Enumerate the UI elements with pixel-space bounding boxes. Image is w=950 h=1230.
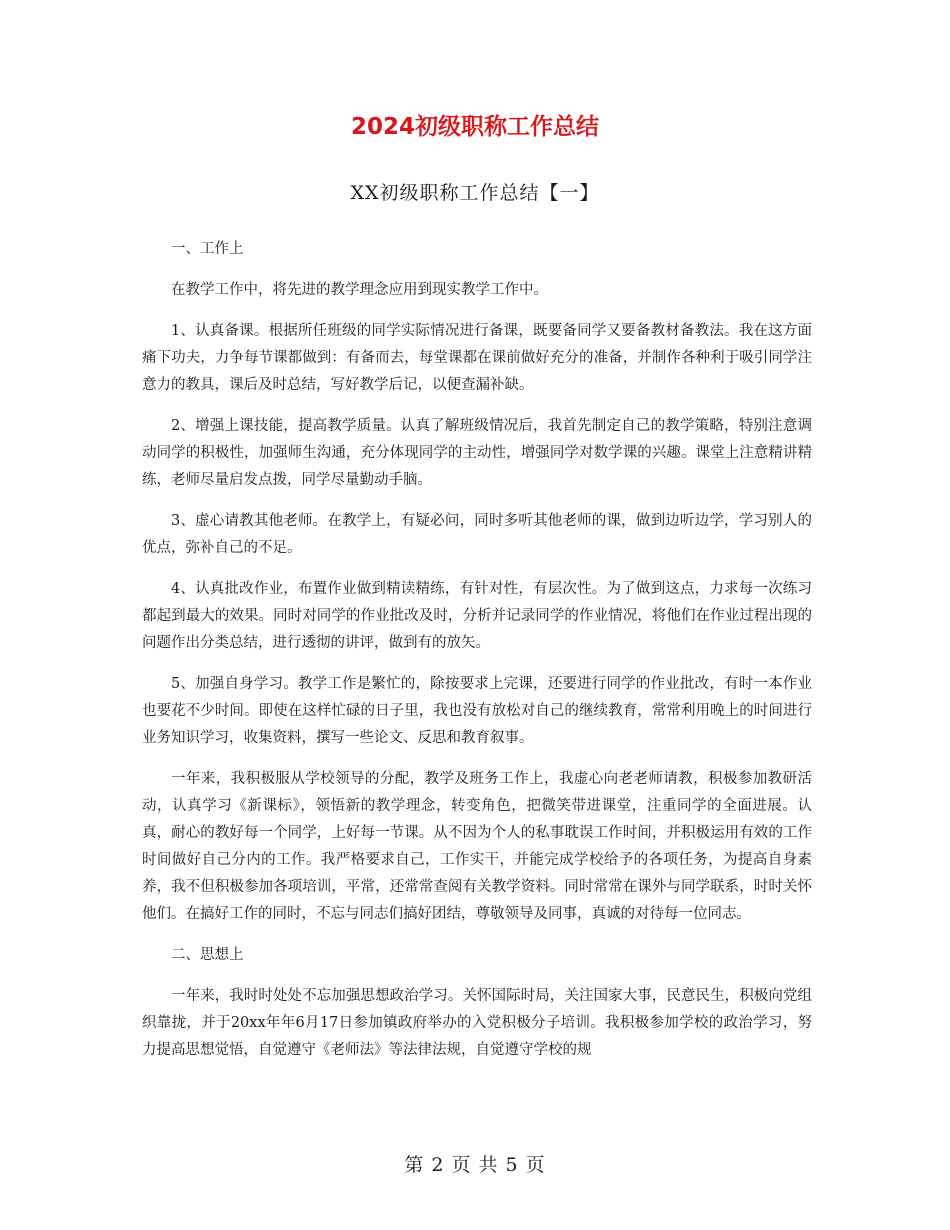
paragraph: 3、虚心请教其他老师。在教学上，有疑必问，同时多听其他老师的课，做到边听边学，学习别人的优点，弥补自己的不足。: [142, 513, 812, 556]
document-title: 2024初级职称工作总结: [350, 114, 599, 140]
paragraph: 4、认真批改作业，布置作业做到精读精练，有针对性，有层次性。为了做到这点，力求每一次练习都起到最大的效果。同时对同学的作业批改及时，分析并记录同学的作业情况，将他们在作业过程出现的问题作出分类总结，进行透彻的讲评，做到有的放矢。: [142, 581, 812, 651]
paragraph: 1、认真备课。根据所任班级的同学实际情况进行备课，既要备同学又要备教材备教法。我在这方面痛下功夫，力争每节课都做到：有备而去，每堂课都在课前做好充分的准备，并制作各种利于吸引同学注意力的教具，课后及时总结，写好教学后记，以便查漏补缺。: [142, 323, 812, 393]
heading-thought: 二、思想上: [171, 947, 244, 963]
paragraph: 2、增强上课技能，提高教学质量。认真了解班级情况后，我首先制定自己的教学策略，特别注意调动同学的积极性，加强师生沟通，充分体现同学的主动性，增强同学对数学课的兴趣。课堂上注意精讲精练，老师尽量启发点拨，同学尽量勤动手脑。: [142, 418, 812, 488]
paragraph: 一年来，我时时处处不忘加强思想政治学习。关怀国际时局，关注国家大事，民意民生，积极向党组织靠拢，并于20xx年年6月17日参加镇政府举办的入党积极分子培训。我积极参加学校的政治学习，努力提高思想觉悟，自觉遵守《老师法》等法律法规，自觉遵守学校的规: [142, 988, 812, 1058]
paragraph: 一年来，我积极服从学校领导的分配，教学及班务工作上，我虚心向老老师请教，积极参加教研活动，认真学习《新课标》，领悟新的教学理念，转变角色，把微笑带进课堂，注重同学的全面进展。认真，耐心的教好每一个同学，上好每一节课。从不因为个人的私事耽误工作时间，并积极运用有效的工作时间做好自己分内的工作。我严格要求自己，工作实干，并能完成学校给予的各项任务，为提高自身素养，我不但积极参加各项培训，平常，还常常查阅有关教学资料。同时常常在课外与同学联系，时时关怀他们。在搞好工作的同时，不忘与同志们搞好团结，尊敬领导及同事，真诚的对待每一位同志。: [142, 771, 812, 922]
paragraph: 在教学工作中，将先进的教学理念应用到现实教学工作中。: [171, 282, 548, 298]
heading-work: 一、工作上: [171, 241, 244, 257]
paragraph: 5、加强自身学习。教学工作是繁忙的，除按要求上完课，还要进行同学的作业批改，有时一本作业也要花不少时间。即使在这样忙碌的日子里，我也没有放松对自己的继续教育，常常利用晚上的时间进行业务知识学习，收集资料，撰写一些论文、反思和教育叙事。: [142, 676, 812, 746]
section-title: XX初级职称工作总结【一】: [350, 182, 600, 204]
page-number-footer: 第 2 页 共 5 页: [404, 1154, 546, 1176]
document-body: [142, 236, 812, 1078]
